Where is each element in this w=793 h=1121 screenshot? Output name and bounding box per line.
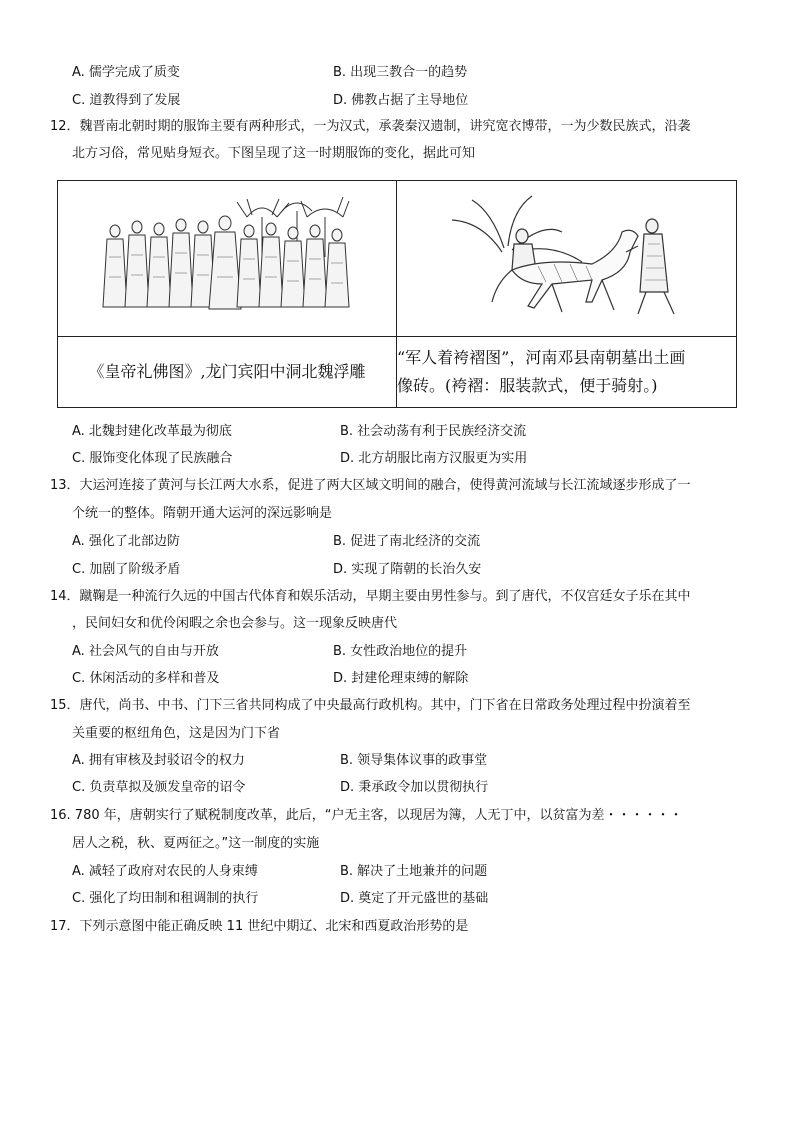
q16-stem-line1: 16. 780 年，唐朝实行了赋税制度改革，此后，“户无主客，以现居为簿，人无丁中，以贫富为差・・・・・・ (50, 808, 683, 823)
brick-caption-line1: “军人着袴褶图”，河南邓县南朝墓出土画 (397, 348, 686, 367)
q12-option-a[interactable]: A. 北魏封建化改革最为彻底 (72, 424, 232, 439)
q11-option-a[interactable]: A. 儒学完成了质变 (72, 65, 180, 80)
q14-stem-line2: ，民间妇女和优伶闲暇之余也会参与。这一现象反映唐代 (72, 616, 398, 631)
relief-caption-cell (58, 337, 397, 408)
q13-option-b[interactable]: B. 促进了南北经济的交流 (333, 534, 481, 549)
q13-option-c[interactable]: C. 加剧了阶级矛盾 (72, 562, 181, 577)
q15-option-b[interactable]: B. 领导集体议事的政事堂 (340, 753, 488, 768)
q14-option-c[interactable]: C. 休闲活动的多样和普及 (72, 671, 220, 686)
q17-stem-line1: 17．下列示意图中能正确反映 11 世纪中期辽、北宋和西夏政治形势的是 (50, 919, 469, 934)
q15-option-c[interactable]: C. 负责草拟及颁发皇帝的诏令 (72, 780, 246, 795)
q12-stem-line2: 北方习俗，常见贴身短衣。下图呈现了这一时期服饰的变化，据此可知 (72, 146, 476, 161)
q14-option-a[interactable]: A. 社会风气的自由与开放 (72, 644, 219, 659)
q12-option-b[interactable]: B. 社会动荡有利于民族经济交流 (340, 424, 527, 439)
q16-option-d[interactable]: D. 奠定了开元盛世的基础 (340, 891, 489, 906)
q13-option-d[interactable]: D. 实现了隋朝的长治久安 (333, 562, 482, 577)
brick-caption-line2: 像砖。(袴褶：服装款式，便于骑射。) (397, 376, 658, 395)
q14-option-d[interactable]: D. 封建伦理束缚的解除 (333, 671, 469, 686)
emperor-worship-relief-image (97, 197, 357, 317)
q12-figure-table (57, 180, 737, 408)
q15-option-d[interactable]: D. 秉承政令加以贯彻执行 (340, 780, 489, 795)
q11-option-d[interactable]: D. 佛教占据了主导地位 (333, 93, 469, 108)
q12-stem-line1: 12．魏晋南北朝时期的服饰主要有两种形式，一为汉式，承袭秦汉遗制，讲究宽衣博带，一为少数民族式，沿袭 (50, 119, 691, 134)
q16-stem-line2: 居人之税，秋、夏两征之。”这一制度的实施 (72, 836, 320, 851)
q14-option-b[interactable]: B. 女性政治地位的提升 (333, 644, 468, 659)
q15-stem-line2: 关重要的枢纽角色，这是因为门下省 (72, 726, 281, 741)
q13-stem-line1: 13．大运河连接了黄河与长江两大水系，促进了两大区域文明间的融合，使得黄河流域与长江流域逐步形成了一 (50, 478, 691, 493)
q16-option-b[interactable]: B. 解决了土地兼并的问题 (340, 864, 488, 879)
brick-caption-cell (397, 337, 737, 408)
rider-image-cell (397, 181, 737, 337)
relief-caption: 《皇帝礼佛图》,龙门宾阳中洞北魏浮雕 (88, 362, 366, 381)
relief-image-cell (58, 181, 397, 337)
q15-option-a[interactable]: A. 拥有审核及封驳诏令的权力 (72, 753, 245, 768)
q16-option-a[interactable]: A. 减轻了政府对农民的人身束缚 (72, 864, 258, 879)
q13-stem-line2: 个统一的整体。隋朝开通大运河的深远影响是 (72, 506, 333, 521)
q16-option-c[interactable]: C. 强化了均田制和租调制的执行 (72, 891, 259, 906)
q11-option-b[interactable]: B. 出现三教合一的趋势 (333, 65, 468, 80)
q12-option-c[interactable]: C. 服饰变化体现了民族融合 (72, 451, 233, 466)
q14-stem-line1: 14．蹴鞠是一种流行久远的中国古代体育和娱乐活动，早期主要由男性参与。到了唐代，不仅宫廷女子乐在其中 (50, 589, 691, 604)
q12-option-d[interactable]: D. 北方胡服比南方汉服更为实用 (340, 451, 528, 466)
q15-stem-line1: 15．唐代，尚书、中书、门下三省共同构成了中央最高行政机构。其中，门下省在日常政务处理过程中扮演着至 (50, 698, 691, 713)
q13-option-a[interactable]: A. 强化了北部边防 (72, 534, 180, 549)
q11-option-c[interactable]: C. 道教得到了发展 (72, 93, 181, 108)
soldier-kuzhe-brick-image (442, 192, 692, 322)
